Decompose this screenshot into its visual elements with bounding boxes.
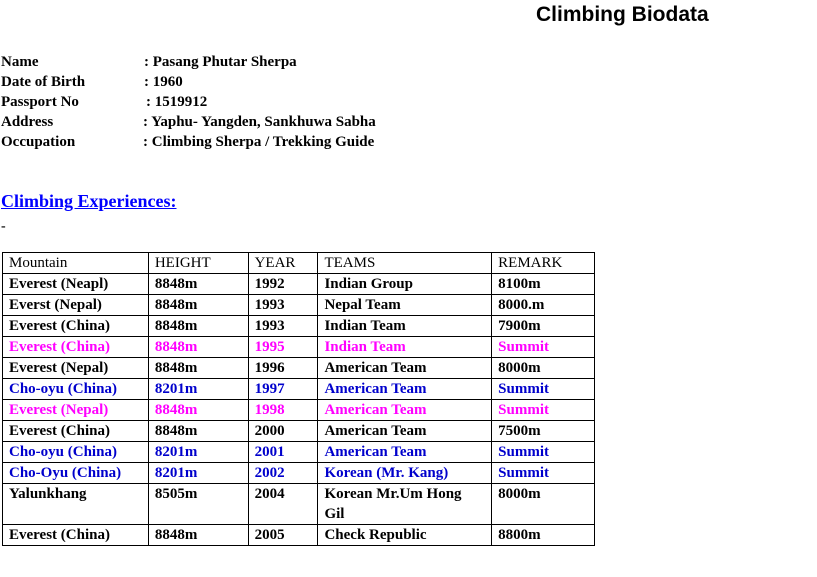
biodata-label: Occupation [1, 134, 76, 150]
cell-height: 8848m [148, 421, 248, 442]
table-row [3, 274, 595, 295]
biodata-value: : 1960 [144, 74, 183, 90]
cell-remark: 8100m [492, 274, 595, 295]
dash-marker: - [1, 219, 6, 234]
cell-height: 8848m [148, 525, 248, 546]
cell-remark: Summit [492, 379, 595, 400]
cell-year: 2001 [248, 442, 318, 463]
header-year: YEAR [248, 253, 318, 274]
table-row [3, 442, 595, 463]
table-row [3, 358, 595, 379]
biodata-label: Date of Birth [1, 74, 86, 90]
biodata-value: : 1519912 [146, 94, 208, 110]
cell-team: Indian Team [318, 337, 492, 358]
cell-team: American Team [318, 379, 492, 400]
header-teams: TEAMS [318, 253, 492, 274]
biodata-label: Name [1, 54, 39, 70]
climbing-experiences-heading: Climbing Experiences: [1, 191, 177, 211]
cell-year: 1997 [248, 379, 318, 400]
cell-mountain: Everest (Neapl) [3, 274, 149, 295]
cell-team: American Team [318, 358, 492, 379]
cell-height: 8848m [148, 337, 248, 358]
biodata-value: : Yaphu- Yangden, Sankhuwa Sabha [143, 114, 376, 130]
biodata-value: : Pasang Phutar Sherpa [144, 54, 297, 70]
cell-remark: Summit [492, 442, 595, 463]
cell-height: 8848m [148, 358, 248, 379]
cell-year: 2004 [248, 484, 318, 525]
cell-remark: 7500m [492, 421, 595, 442]
table-row [3, 400, 595, 421]
biodata-label: Passport No [1, 94, 79, 110]
table-row [3, 316, 595, 337]
table-row [3, 484, 595, 525]
cell-year: 1992 [248, 274, 318, 295]
cell-height: 8201m [148, 379, 248, 400]
header-remark: REMARK [492, 253, 595, 274]
table-row [3, 337, 595, 358]
cell-year: 1995 [248, 337, 318, 358]
cell-mountain: Everest (China) [3, 525, 149, 546]
cell-remark: 8800m [492, 525, 595, 546]
cell-year: 2002 [248, 463, 318, 484]
cell-mountain: Everest (Nepal) [3, 400, 149, 421]
cell-year: 1993 [248, 316, 318, 337]
cell-remark: Summit [492, 337, 595, 358]
cell-team: Nepal Team [318, 295, 492, 316]
header-mountain: Mountain [3, 253, 149, 274]
cell-height: 8848m [148, 400, 248, 421]
cell-height: 8505m [148, 484, 248, 525]
cell-height: 8848m [148, 316, 248, 337]
cell-year: 1998 [248, 400, 318, 421]
cell-mountain: Cho-oyu (China) [3, 379, 149, 400]
table-row [3, 421, 595, 442]
cell-mountain: Everest (China) [3, 421, 149, 442]
cell-team: Check Republic [318, 525, 492, 546]
cell-year: 2005 [248, 525, 318, 546]
table-row [3, 379, 595, 400]
cell-mountain: Everest (Nepal) [3, 358, 149, 379]
cell-mountain: Cho-oyu (China) [3, 442, 149, 463]
header-height: HEIGHT [148, 253, 248, 274]
cell-mountain: Everest (China) [3, 337, 149, 358]
cell-team: Korean Mr.Um Hong Gil [318, 484, 492, 525]
cell-remark: 8000m [492, 358, 595, 379]
table-row [3, 525, 595, 546]
cell-remark: 8000m [492, 484, 595, 525]
cell-height: 8848m [148, 274, 248, 295]
cell-height: 8848m [148, 295, 248, 316]
cell-team: American Team [318, 400, 492, 421]
table-row [3, 295, 595, 316]
table-header-row [3, 253, 595, 274]
cell-year: 2000 [248, 421, 318, 442]
cell-mountain: Everst (Nepal) [3, 295, 149, 316]
cell-mountain: Everest (China) [3, 316, 149, 337]
cell-year: 1993 [248, 295, 318, 316]
biodata-value: : Climbing Sherpa / Trekking Guide [143, 134, 375, 150]
cell-remark: Summit [492, 463, 595, 484]
biodata-label: Address [1, 114, 54, 130]
cell-team: American Team [318, 421, 492, 442]
cell-remark: Summit [492, 400, 595, 421]
page-title: Climbing Biodata [536, 3, 709, 26]
cell-height: 8201m [148, 463, 248, 484]
cell-remark: 7900m [492, 316, 595, 337]
cell-team: Korean (Mr. Kang) [318, 463, 492, 484]
cell-year: 1996 [248, 358, 318, 379]
cell-mountain: Yalunkhang [3, 484, 149, 525]
cell-team: Indian Group [318, 274, 492, 295]
table-row [3, 463, 595, 484]
cell-height: 8201m [148, 442, 248, 463]
cell-mountain: Cho-Oyu (China) [3, 463, 149, 484]
cell-remark: 8000.m [492, 295, 595, 316]
climbing-experiences-table [2, 252, 595, 546]
cell-team: American Team [318, 442, 492, 463]
cell-team: Indian Team [318, 316, 492, 337]
